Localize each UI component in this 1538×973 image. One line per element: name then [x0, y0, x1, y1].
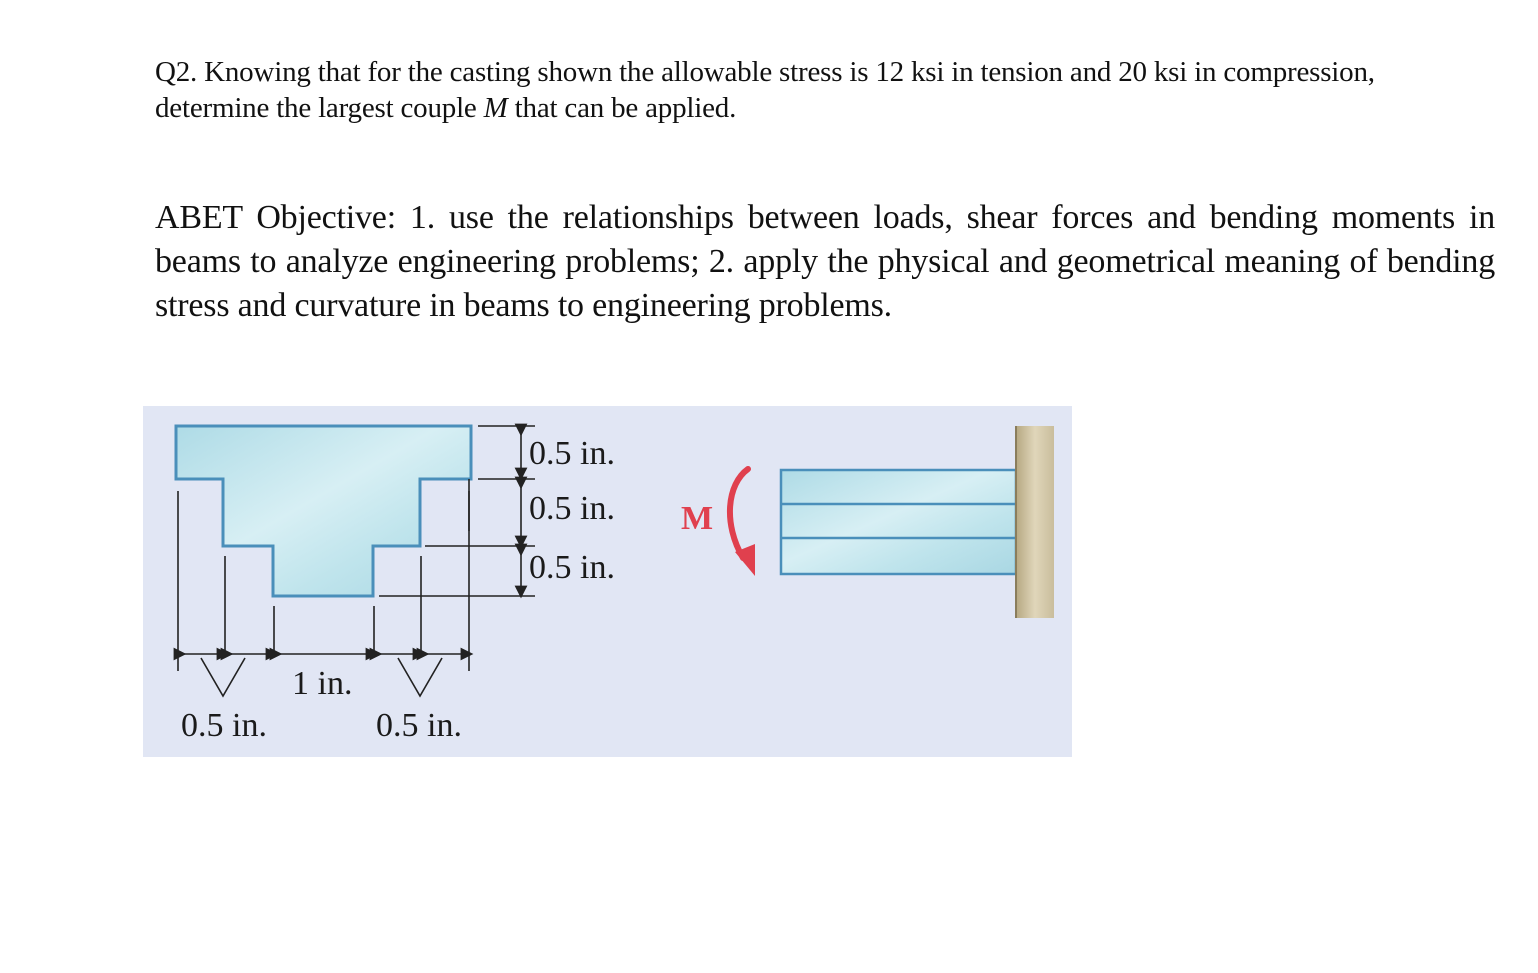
dim-horizontal-middle: 1 in. — [292, 665, 353, 702]
casting-diagram — [143, 406, 1072, 757]
dim-vertical-2: 0.5 in. — [529, 490, 615, 527]
dim-horizontal-right: 0.5 in. — [376, 707, 462, 744]
dim-vertical-3: 0.5 in. — [529, 549, 615, 586]
moment-label: M — [681, 500, 714, 537]
casting-figure — [143, 406, 1072, 757]
question-part1: Q2. Knowing that for the casting shown the allowable stress is 12 ksi in tension and 20 ksi in compression, determine the largest couple — [155, 56, 1375, 124]
beam-side-view — [781, 470, 1016, 574]
wall-support — [1016, 426, 1054, 618]
moment-arrow-icon — [730, 469, 748, 558]
dim-horizontal-left: 0.5 in. — [181, 707, 267, 744]
cross-section — [176, 426, 471, 596]
dim-vertical-1: 0.5 in. — [529, 435, 615, 472]
question-text — [155, 54, 1495, 126]
moment-symbol: M — [483, 92, 508, 124]
abet-objective: ABET Objective: 1. use the relationships between loads, shear forces and bending moments in beams to analyze engineering problems; 2. apply the physical and geometrical meaning of bending stress and curvature in beams to engineering problems. — [155, 199, 1495, 324]
question-part2: that can be applied. — [507, 92, 737, 124]
